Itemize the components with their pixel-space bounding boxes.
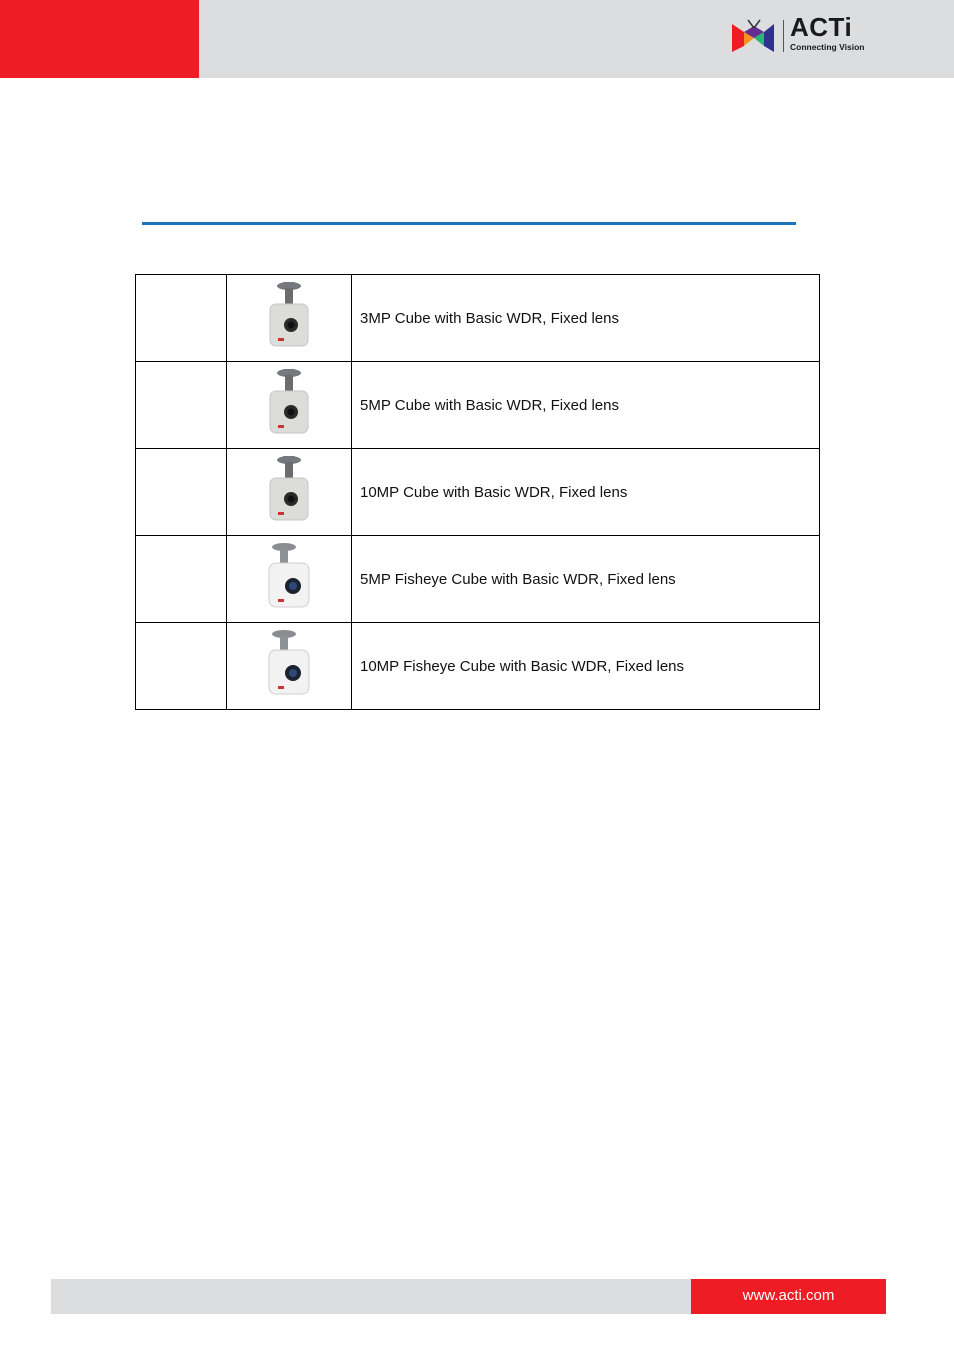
cube-camera-icon: [266, 456, 312, 529]
product-description: 10MP Cube with Basic WDR, Fixed lens: [352, 449, 820, 536]
product-image-cell: [227, 449, 352, 536]
website-link[interactable]: www.acti.com: [742, 1287, 835, 1304]
product-description: 10MP Fisheye Cube with Basic WDR, Fixed lens: [352, 623, 820, 710]
product-image-cell: [227, 536, 352, 623]
section-divider: [142, 222, 796, 225]
model-cell: [136, 449, 227, 536]
cube-camera-icon: [266, 369, 312, 442]
product-description: 5MP Cube with Basic WDR, Fixed lens: [352, 362, 820, 449]
product-image-cell: [227, 362, 352, 449]
header-accent-block: [0, 0, 199, 78]
logo-tagline: Connecting Vision: [790, 42, 865, 52]
table-row: [136, 623, 820, 710]
model-cell: [136, 536, 227, 623]
cube-camera-icon: [266, 282, 312, 355]
product-description: 5MP Fisheye Cube with Basic WDR, Fixed lens: [352, 536, 820, 623]
table-row: [136, 275, 820, 362]
fisheye-cube-camera-icon: [266, 543, 312, 616]
product-image-cell: [227, 623, 352, 710]
acti-logo: [730, 12, 870, 56]
model-cell: [136, 275, 227, 362]
logo-wordmark: ACTi: [790, 12, 853, 42]
table-row: [136, 362, 820, 449]
product-description: 3MP Cube with Basic WDR, Fixed lens: [352, 275, 820, 362]
model-cell: [136, 623, 227, 710]
table-row: [136, 449, 820, 536]
fisheye-cube-camera-icon: [266, 630, 312, 703]
logo-separator: [783, 20, 784, 52]
model-cell: [136, 362, 227, 449]
table-row: [136, 536, 820, 623]
logo-mark-icon: [730, 16, 778, 56]
product-image-cell: [227, 275, 352, 362]
product-table: [135, 274, 820, 710]
